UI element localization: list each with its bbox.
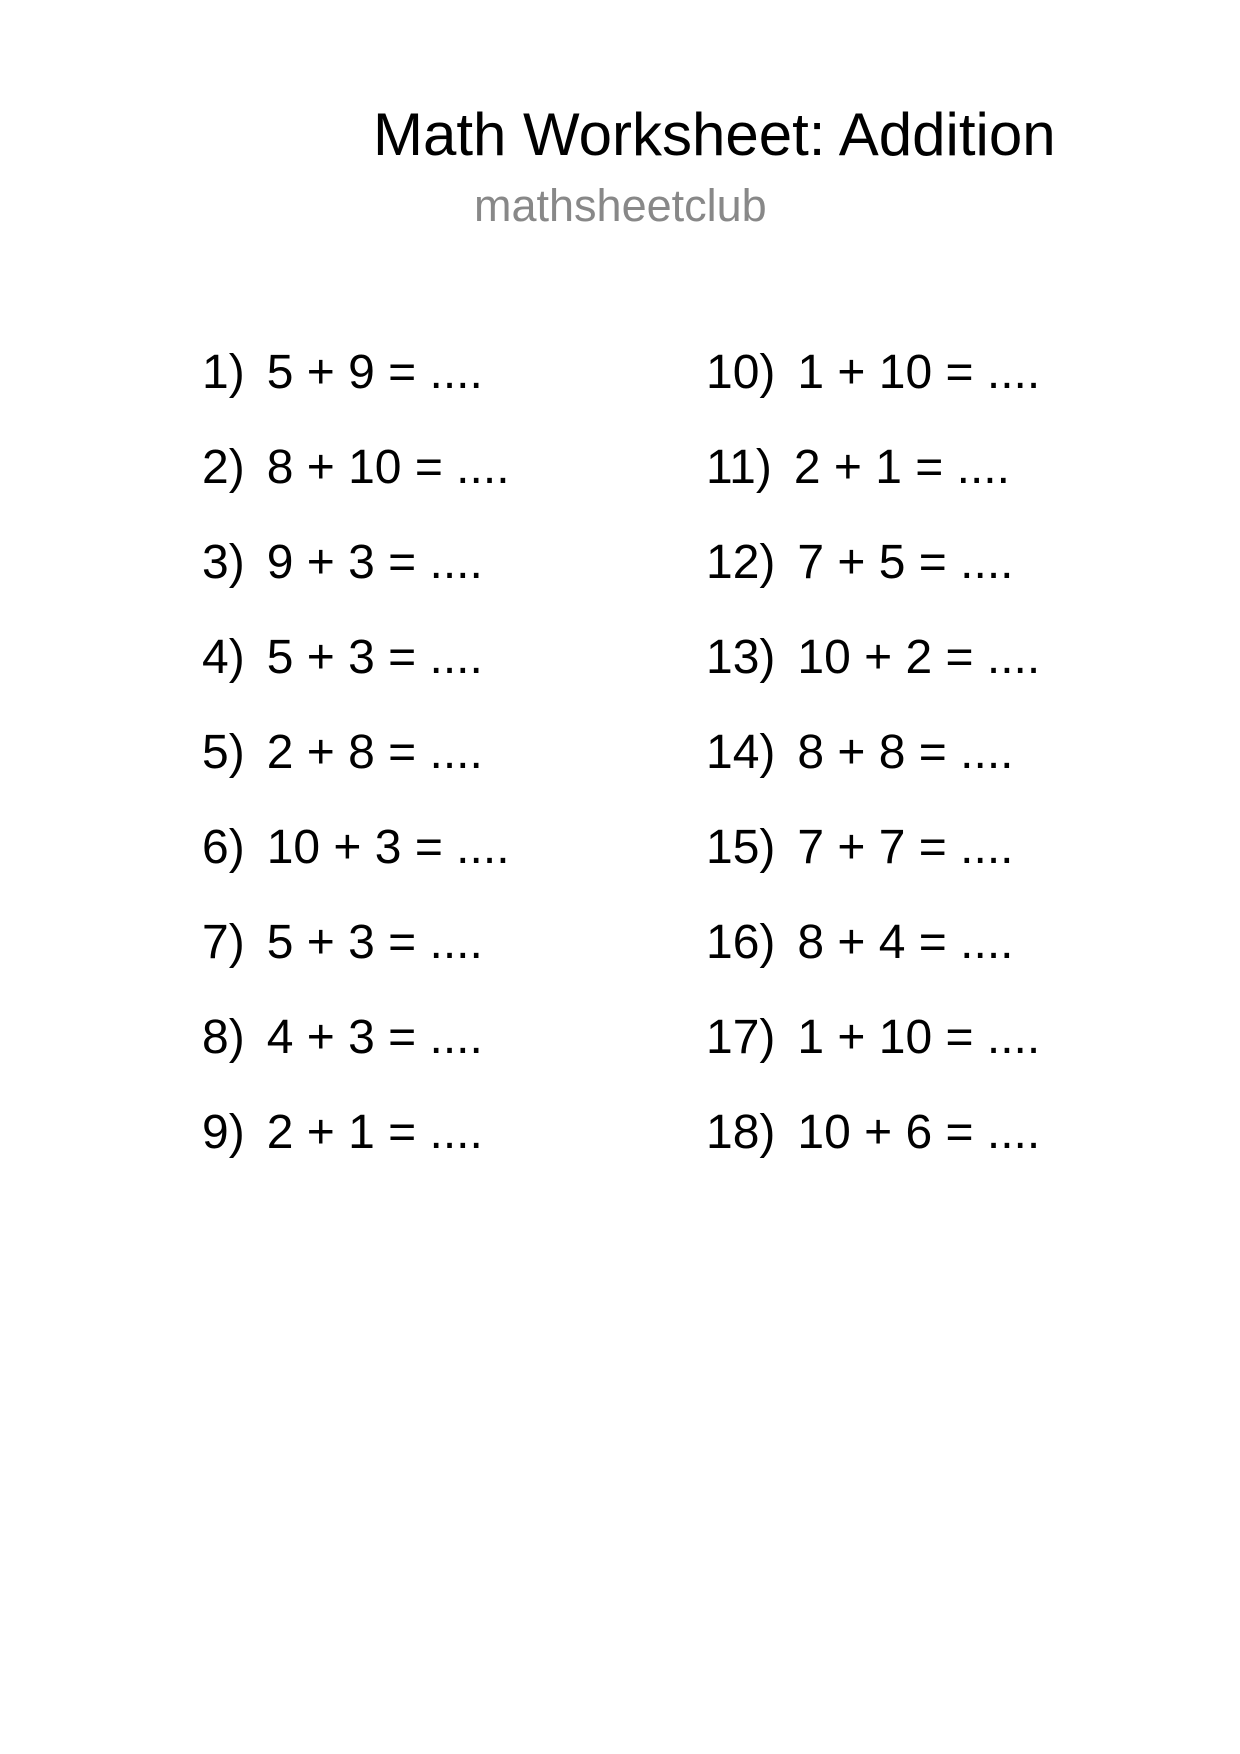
problem-number: 3) — [202, 536, 245, 589]
problem-number: 17) — [706, 1011, 776, 1064]
problem-number: 10) — [706, 346, 776, 399]
problem-item — [202, 1105, 483, 1161]
problem-item — [706, 725, 1014, 781]
problem-expression: 5 + 3 = .... — [266, 916, 483, 969]
problem-expression: 10 + 6 = .... — [797, 1106, 1041, 1159]
problem-expression: 7 + 7 = .... — [797, 821, 1014, 874]
problem-number: 14) — [706, 726, 776, 779]
problem-item — [706, 1105, 1040, 1161]
problem-item — [202, 440, 510, 496]
problem-number: 11) — [706, 441, 772, 494]
problem-number: 18) — [706, 1106, 776, 1159]
problem-expression: 9 + 3 = .... — [266, 536, 483, 589]
problem-expression: 10 + 3 = .... — [266, 821, 510, 874]
problem-expression: 2 + 1 = .... — [793, 441, 1010, 494]
problem-item — [706, 440, 1010, 496]
problem-expression: 4 + 3 = .... — [266, 1011, 483, 1064]
problem-item — [202, 535, 483, 591]
problem-item — [706, 1010, 1040, 1066]
problem-expression: 2 + 8 = .... — [266, 726, 483, 779]
problem-number: 9) — [202, 1106, 245, 1159]
problem-expression: 10 + 2 = .... — [797, 631, 1041, 684]
problem-number: 6) — [202, 821, 245, 874]
problem-expression: 5 + 9 = .... — [266, 346, 483, 399]
problem-number: 2) — [202, 441, 245, 494]
problem-expression: 7 + 5 = .... — [797, 536, 1014, 589]
problem-item — [202, 820, 510, 876]
problem-item — [706, 630, 1040, 686]
problem-number: 1) — [202, 346, 245, 399]
problem-number: 13) — [706, 631, 776, 684]
problem-item — [706, 915, 1014, 971]
problem-number: 12) — [706, 536, 776, 589]
worksheet-title: Math Worksheet: Addition — [373, 101, 1056, 168]
problem-number: 7) — [202, 916, 245, 969]
problem-item — [202, 345, 483, 401]
problem-item — [202, 725, 483, 781]
problem-number: 8) — [202, 1011, 245, 1064]
problem-item — [706, 345, 1040, 401]
problem-expression: 8 + 8 = .... — [797, 726, 1014, 779]
problem-expression: 2 + 1 = .... — [266, 1106, 483, 1159]
problem-expression: 8 + 4 = .... — [797, 916, 1014, 969]
problem-expression: 1 + 10 = .... — [797, 346, 1041, 399]
problem-item — [202, 630, 483, 686]
problem-expression: 8 + 10 = .... — [266, 441, 510, 494]
problem-expression: 5 + 3 = .... — [266, 631, 483, 684]
problem-item — [202, 1010, 483, 1066]
problem-number: 16) — [706, 916, 776, 969]
problem-number: 15) — [706, 821, 776, 874]
problem-expression: 1 + 10 = .... — [797, 1011, 1041, 1064]
problem-item — [202, 915, 483, 971]
problem-number: 4) — [202, 631, 245, 684]
worksheet-subtitle: mathsheetclub — [474, 180, 767, 231]
problem-item — [706, 535, 1014, 591]
problem-number: 5) — [202, 726, 245, 779]
problem-item — [706, 820, 1014, 876]
